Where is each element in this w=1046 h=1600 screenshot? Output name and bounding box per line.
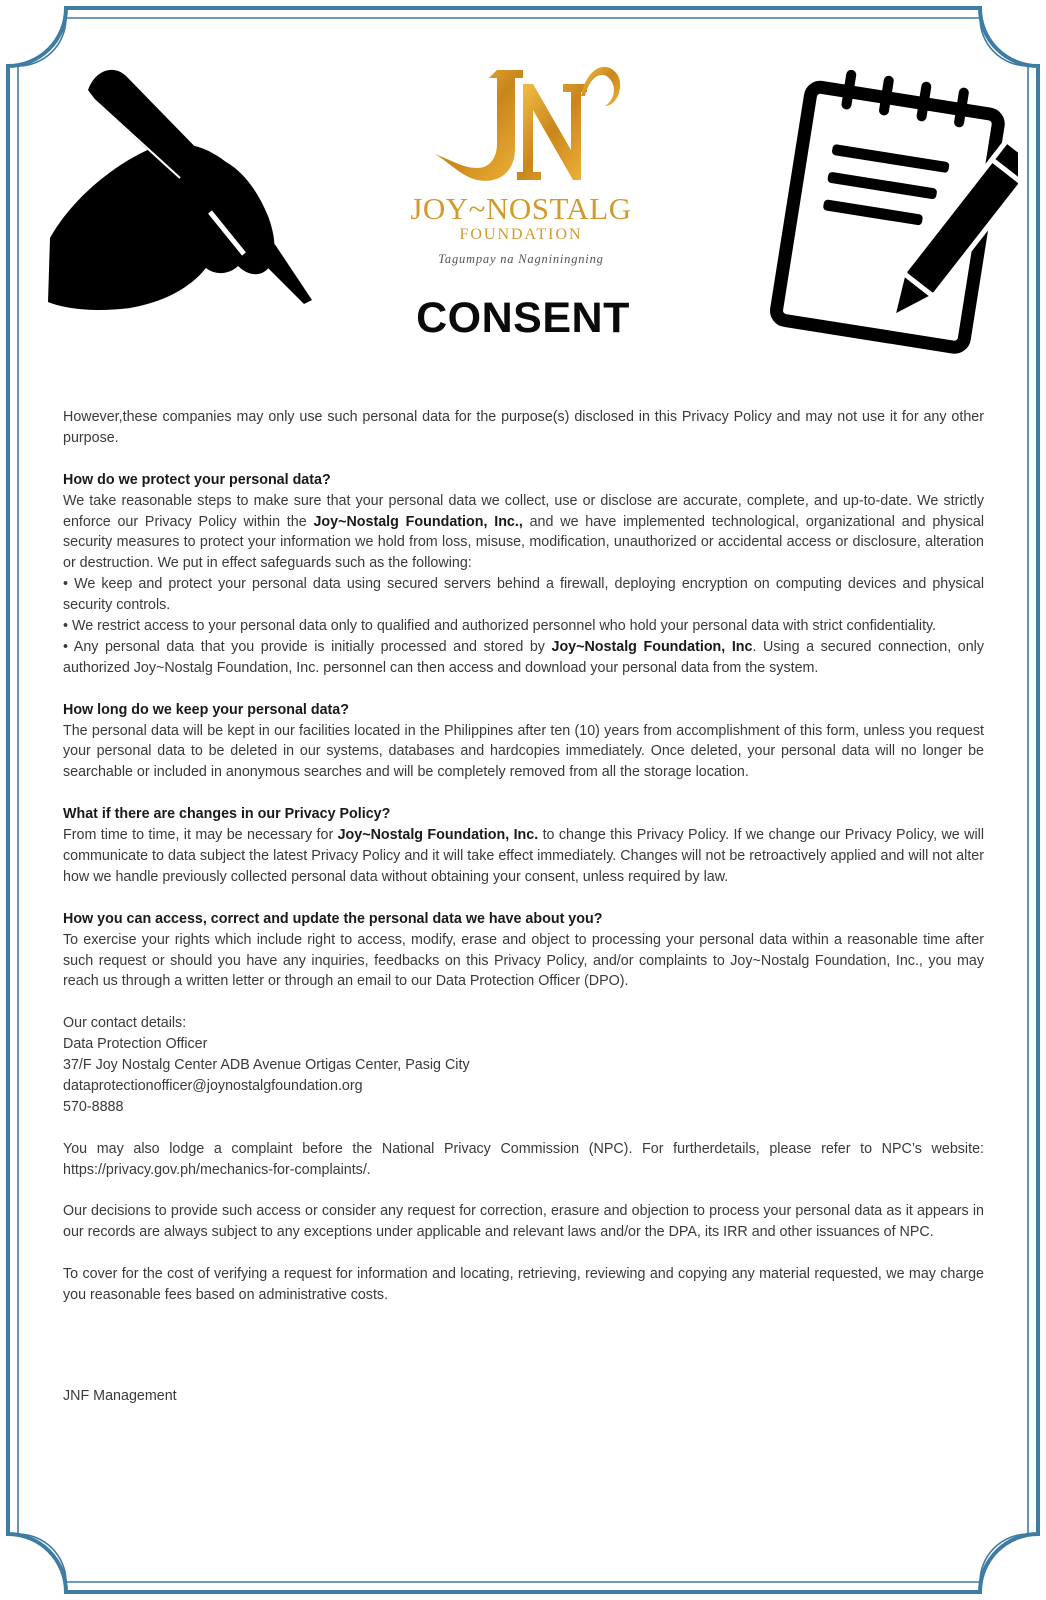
changes-heading: What if there are changes in our Privacy Policy?: [63, 806, 391, 823]
protect-bullet-1: • We keep and protect your personal data using secured servers behind a firewall, deploying encryption on computing devices and physical security controls.: [63, 576, 984, 614]
keep-paragraph: The personal data will be kept in our facilities located in the Philippines after ten (10) years from accomplishment of this form, unless you request your personal data to be deleted in our systems, databases and hardcopies immediately. Once deleted, your personal data will no longer be searchable or included in anonymous searches and will be completely removed from all the storage location.: [63, 722, 984, 781]
contact-phone: 570-8888: [63, 1098, 124, 1115]
page-title: CONSENT: [416, 294, 630, 342]
logo-subname: FOUNDATION: [459, 226, 583, 243]
jn-monogram-icon: [411, 56, 631, 192]
notepad-pencil-icon: [766, 70, 1018, 360]
contact-address: 37/F Joy Nostalg Center ADB Avenue Ortigas Center, Pasig City: [63, 1057, 470, 1074]
protect-heading: How do we protect your personal data?: [63, 471, 331, 488]
protect-bullet-2: • We restrict access to your personal data only to qualified and authorized personnel who hold your personal data with strict confidentiality.: [63, 618, 937, 635]
changes-paragraph: From time to time, it may be necessary for Joy~Nostalg Foundation, Inc. to change this Privacy Policy. If we change our Privacy Policy, we will communicate to data subject the latest Privacy Policy and it will take effect immediately. Changes will not be retroactively applied and will not alter how we handle previously collected personal data without obtaining your consent, unless required by law.: [63, 827, 984, 885]
contact-email[interactable]: dataprotectionofficer@joynostalgfoundation.org: [63, 1077, 363, 1094]
decisions-paragraph: Our decisions to provide such access or consider any request for correction, erasure and objection to process your personal data as it appears in our records are always subject to any exceptions under applicable and relevant laws and/or the DPA, its IRR and other issuances of NPC.: [63, 1203, 984, 1241]
protect-bullet-3: • Any personal data that you provide is initially processed and stored by Joy~Nostalg Foundation, Inc. Using a secured connection, only authorized Joy~Nostalg Foundation, Inc. personnel can then access and download your personal data from the system.: [63, 638, 984, 676]
keep-heading: How long do we keep your personal data?: [63, 701, 349, 718]
logo-name: JOY~NOSTALG: [410, 191, 632, 226]
protect-paragraph: We take reasonable steps to make sure that your personal data we collect, use or disclose are accurate, complete, and up-to-date. We strictly enforce our Privacy Policy within the Joy~Nostalg Foundation, Inc., and we have implemented technological, organizational and physical security measures to protect your information we hold from loss, misuse, modification, unauthorized or accidental access or disclosure, alteration or destruction. We put in effect safeguards such as the following:: [63, 492, 984, 572]
signature: JNF Management: [63, 1388, 177, 1404]
hand-writing-icon: [30, 62, 322, 324]
access-paragraph: To exercise your rights which include right to access, modify, erase and object to processing your personal data within a reasonable time after such request or should you have any inquiries, feedbacks on this Privacy Policy, and/or complaints to Joy~Nostalg Foundation, Inc., you may reach us through a written letter or through an email to our Data Protection Officer (DPO).: [63, 931, 984, 990]
intro-paragraph: However,these companies may only use such personal data for the purpose(s) disclosed in this Privacy Policy and may not use it for any other purpose.: [63, 409, 984, 446]
access-heading: How you can access, correct and update the personal data we have about you?: [63, 910, 603, 927]
fees-paragraph: To cover for the cost of verifying a request for information and locating, retrieving, reviewing and copying any material requested, we may charge you reasonable fees based on administrative costs.: [63, 1266, 984, 1303]
contact-label: Our contact details:: [63, 1015, 187, 1032]
logo-tagline: Tagumpay na Nagniningning: [438, 252, 604, 266]
consent-body: [63, 407, 984, 1306]
foundation-logo: [384, 56, 658, 278]
contact-officer: Data Protection Officer: [63, 1036, 208, 1053]
npc-paragraph: You may also lodge a complaint before the National Privacy Commission (NPC). For furtherdetails, please refer to NPC’s website: https://privacy.gov.ph/mechanics-for-complaints/.: [63, 1140, 984, 1178]
